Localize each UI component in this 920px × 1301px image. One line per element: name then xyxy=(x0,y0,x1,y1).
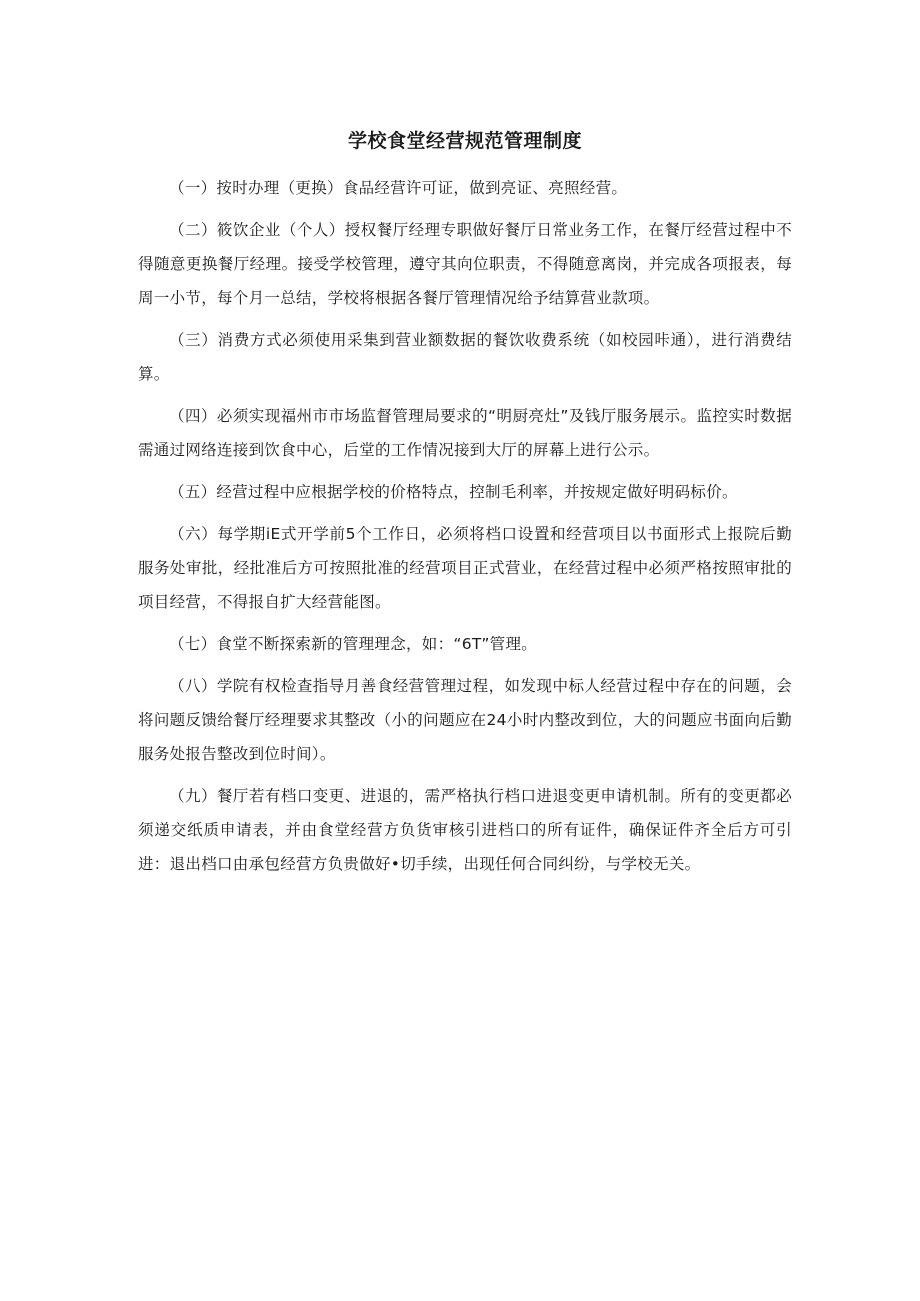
paragraph-5: （五）经营过程中应根据学校的价格特点，控制毛利率，并按规定做好明码标价。 xyxy=(169,483,738,501)
paragraph-4: （四）必须实现福州市市场监督管理局要求的“明厨亮灶”及钱厅服务展示。监控实时数据需通过网络连接到饮食中心，后堂的工作情况接到大厅的屏幕上进行公示。 xyxy=(138,407,792,459)
paragraph-8: （八）学院有权检查指导月善食经营管理过程，如发现中标人经营过程中存在的问题，会将问题反馈给餐厅经理要求其整改（小的问题应在24小时内整改到位，大的问题应书面向后勤服务处报告整改到位时间）。 xyxy=(138,677,792,763)
paragraph-9: （九）餐厅若有档口变更、进退的，需严格执行档口进退变更申请机制。所有的变更都必须递交纸质申请表，并由食堂经营方负货审核引进档口的所有证件，确保证件齐全后方可引进：退出档口由承包经营方负贵做好•切手续，出现任何合同纠纷，与学校无关。 xyxy=(138,787,792,873)
paragraph-7: （七）食堂不断探索新的管理理念，如：“6T”管理。 xyxy=(169,635,538,653)
paragraph-6: （六）每学期iE式开学前5个工作日，必须将档口设置和经营项目以书面形式上报院后勤服务处审批，经批准后方可按照批准的经营项目正式营业，在经营过程中必须严格按照审批的项目经营，不得报自扩大经营能图。 xyxy=(138,525,792,611)
paragraph-2: （二）筱饮企业（个人）授权餐厅经理专职做好餐厅日常业务工作，在餐厅经营过程中不得随意更换餐厅经理。接受学校管理，遵守其向位职责，不得随意离岗，并完成各项报表，每周一小节，每个月一总结，学校将根据各餐厅管理情况给予结算营业款项。 xyxy=(138,221,792,307)
document-body xyxy=(138,171,792,881)
paragraph-1: （一）按时办理（更换）食品经营许可证，做到亮证、亮照经营。 xyxy=(169,179,628,197)
document-title: 学校食堂经营规范管理制度 xyxy=(347,130,582,152)
paragraph-3: （三）消费方式必须使用采集到营业额数据的餐饮收费系统（如校园咔通），进行消费结算。 xyxy=(138,331,792,383)
